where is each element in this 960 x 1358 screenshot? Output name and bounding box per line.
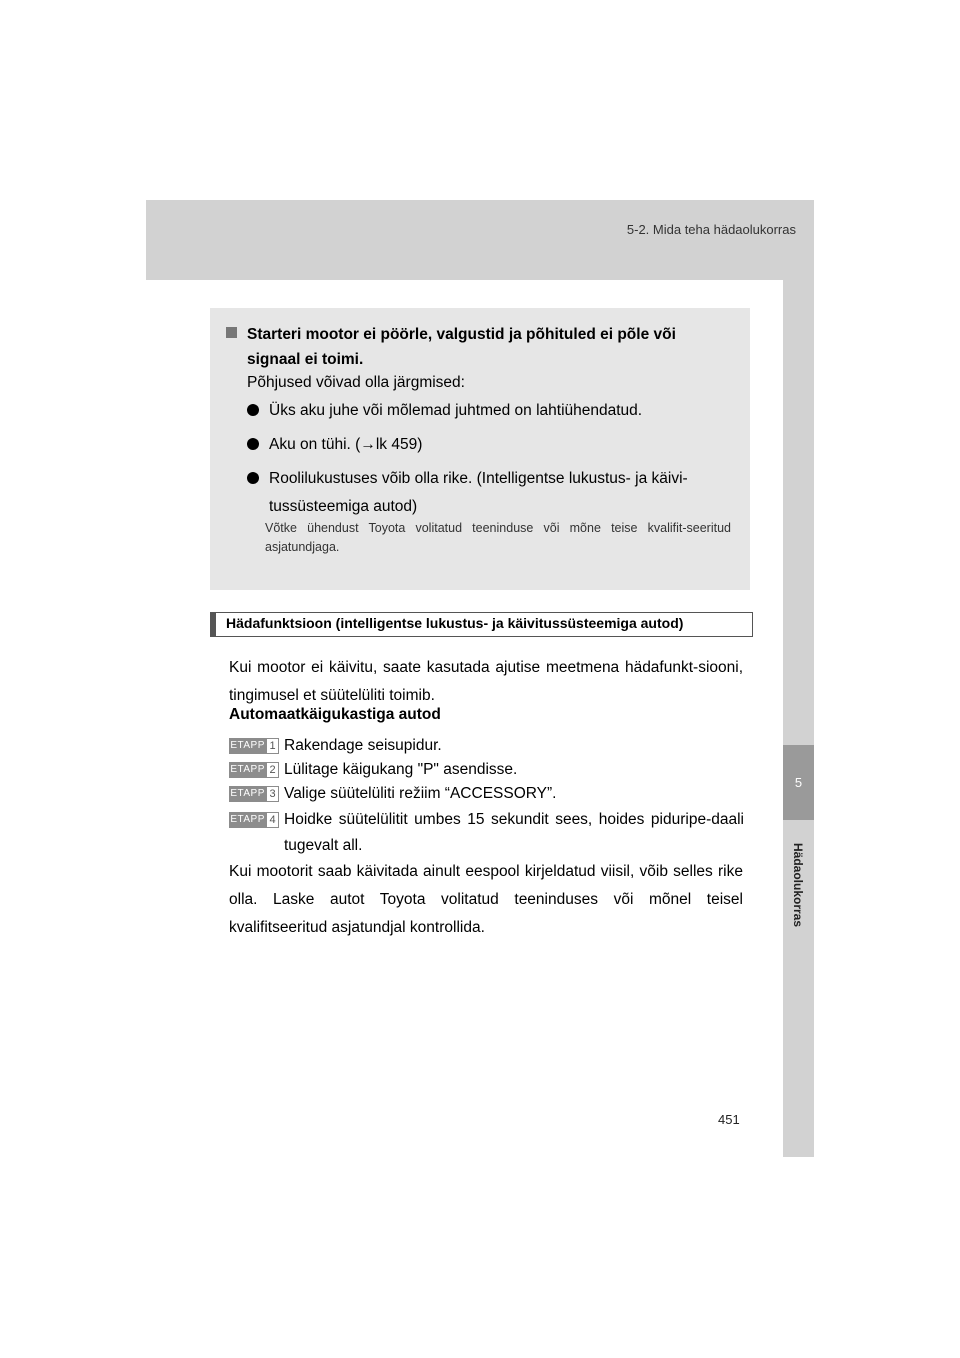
info-box-intro: Põhjused võivad olla järgmised: <box>247 374 465 391</box>
chapter-label <box>783 830 814 940</box>
step-text: Valige süütelüliti režiim “ACCESSORY”. <box>284 785 557 802</box>
section-breadcrumb: 5-2. Mida teha hädaolukorras <box>626 222 796 237</box>
list-item: Roolilukustuses võib olla rike. (Intelligentse lukustus- ja käivi- tussüsteemiga autod) <box>247 465 731 521</box>
closing-paragraph: Kui mootorit saab käivitada ainult eespool kirjeldatud viisil, võib selles rike olla. Laske autot Toyota volitatud teeninduses või mõnel teisel kvalifitseeritud asjatundjal kontrollida. <box>229 863 743 936</box>
page-header-band <box>146 200 814 280</box>
list-item: Aku on tühi. (→lk 459) <box>247 431 731 459</box>
step-badge: ETAPP 2 <box>229 762 279 778</box>
chapter-number-tab: 5 <box>783 745 814 820</box>
step-badge: ETAPP 3 <box>229 786 279 802</box>
bullet-dot-icon <box>247 438 259 450</box>
page-number: 451 <box>718 1112 740 1127</box>
info-box-note: Võtke ühendust Toyota volitatud teeninduse või mõne teise kvalifit-seeritud asjatundjaga. <box>265 521 731 554</box>
bullet-dot-icon <box>247 472 259 484</box>
section-intro: Kui mootor ei käivitu, saate kasutada ajutise meetmena hädafunkt-siooni, tingimusel et süütelüliti toimib. <box>229 659 743 704</box>
section-heading-bar <box>210 612 753 637</box>
step-text: Lülitage käigukang "P" asendisse. <box>284 761 518 778</box>
chapter-label-text: Hädaolukorras <box>791 842 806 928</box>
step-text: Hoidke süütelülitit umbes 15 sekundit sees, hoides piduripe-daali tugevalt all. <box>284 811 744 854</box>
square-bullet-icon <box>226 327 237 338</box>
step-badge: ETAPP 4 <box>229 812 279 828</box>
step-badge: ETAPP 1 <box>229 738 279 754</box>
chapter-side-tab <box>783 280 814 1157</box>
list-item: Üks aku juhe või mõlemad juhtmed on lahtiühendatud. <box>247 397 731 425</box>
subheading: Automaatkäigukastiga autod <box>229 706 441 723</box>
info-box-title: Starteri mootor ei pöörle, valgustid ja põhituled ei põle või signaal ei toimi. <box>226 322 732 372</box>
bullet-dot-icon <box>247 404 259 416</box>
section-heading: Hädafunktsioon (intelligentse lukustus- ja käivitussüsteemiga autod) <box>226 615 684 631</box>
step-text: Rakendage seisupidur. <box>284 737 442 754</box>
